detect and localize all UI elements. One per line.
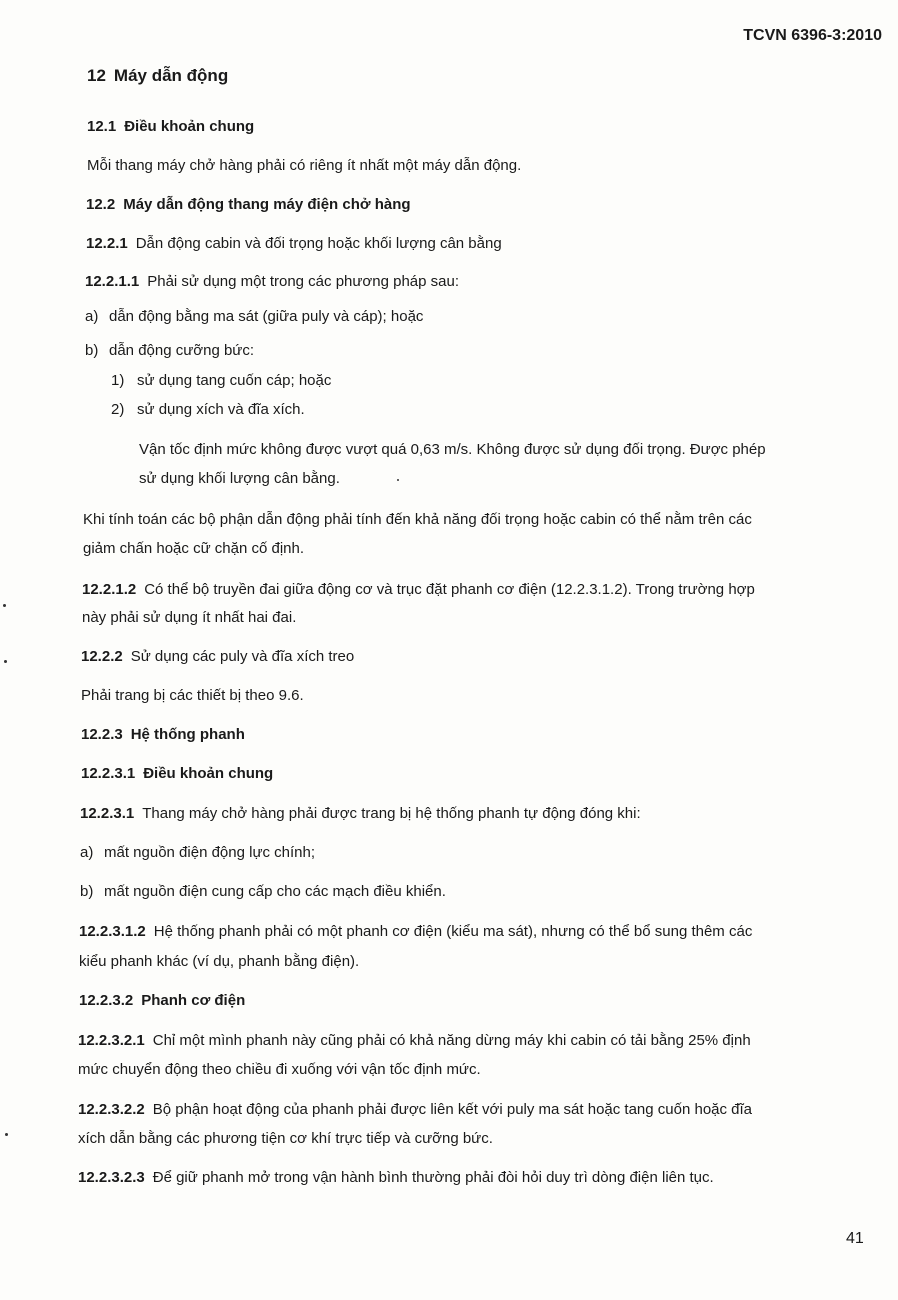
section-number: 12.2.3: [81, 726, 123, 743]
paragraph: Mỗi thang máy chở hàng phải có riêng ít nhất một máy dẫn động.: [87, 157, 522, 174]
clause-number: 12.2.1.1: [85, 273, 140, 290]
list-label: 2): [111, 401, 125, 418]
list-label: a): [80, 844, 94, 861]
clause-text: Thang máy chở hàng phải được trang bị hệ thống phanh tự động đóng khi:: [142, 805, 641, 822]
clause-number: 12.2.2: [81, 648, 123, 665]
clause-text: Để giữ phanh mở trong vận hành bình thường phải đòi hỏi duy trì dòng điện liên tục.: [152, 1169, 714, 1186]
clause-12-2-3-2-2: [78, 1100, 752, 1120]
section-title: Phanh cơ điện: [141, 992, 246, 1009]
clause-continuation: này phải sử dụng ít nhất hai đai.: [82, 609, 297, 626]
section-number: 12.1: [87, 118, 117, 135]
section-number: 12.2.3.1: [81, 765, 136, 782]
note-line-2: sử dụng khối lượng cân bằng.: [139, 470, 340, 487]
clause-text: Hệ thống phanh phải có một phanh cơ điện (kiểu ma sát), nhưng có thể bổ sung thêm các: [153, 923, 753, 940]
list-text: sử dụng tang cuốn cáp; hoặc: [137, 372, 332, 389]
clause-12-2-1-2: [82, 580, 755, 600]
scan-speck: [397, 479, 399, 481]
list-item-b-2: [111, 400, 305, 420]
clause-number: 12.2.3.2.2: [78, 1101, 145, 1118]
clause-12-2-3-2-3: [78, 1168, 714, 1188]
list-text: dẫn động cưỡng bức:: [109, 342, 255, 359]
page-number: 41: [846, 1230, 864, 1247]
paragraph-line-1: Khi tính toán các bộ phận dẫn động phải tính đến khả năng đối trọng hoặc cabin có thể nằm trên các: [83, 511, 752, 528]
clause-number: 12.2.1: [86, 235, 128, 252]
clause-text: Phải sử dụng một trong các phương pháp sau:: [147, 273, 459, 290]
clause-12-2-3-1: [80, 804, 641, 824]
section-12-2-heading: [86, 195, 411, 215]
document-code: TCVN 6396-3:2010: [743, 27, 882, 44]
clause-text: Sử dụng các puly và đĩa xích treo: [130, 648, 355, 665]
section-number: 12: [87, 66, 106, 85]
clause-number: 12.2.1.2: [82, 581, 137, 598]
clause-12-2-2: [81, 647, 354, 667]
section-title: Điều khoản chung: [124, 118, 255, 135]
section-12-1-heading: [87, 117, 254, 137]
scan-speck: [5, 1133, 8, 1136]
clause-continuation: xích dẫn bằng các phương tiện cơ khí trực tiếp và cưỡng bức.: [78, 1130, 493, 1147]
clause-12-2-1-1: [85, 272, 459, 292]
section-title: Máy dẫn động: [113, 66, 229, 85]
section-title: Điều khoản chung: [143, 765, 274, 782]
clause-number: 12.2.3.1: [80, 805, 135, 822]
list-label: b): [80, 883, 94, 900]
list-text: mất nguồn điện động lực chính;: [104, 844, 316, 861]
note-line-1: Vận tốc định mức không được vượt quá 0,63 m/s. Không được sử dụng đối trọng. Được phép: [139, 441, 766, 458]
list-item-b: [85, 341, 254, 361]
clause-text: Dẫn động cabin và đối trọng hoặc khối lượng cân bằng: [135, 235, 502, 252]
clause-12-2-3-1-2: [79, 922, 752, 942]
clause-text: Có thể bộ truyền đai giữa động cơ và trục đặt phanh cơ điện (12.2.3.1.2). Trong trường hợp: [144, 581, 755, 598]
section-number: 12.2: [86, 196, 116, 213]
list-text: dẫn động bằng ma sát (giữa puly và cáp); hoặc: [109, 308, 424, 325]
section-12-2-3-2-heading: [79, 991, 245, 1011]
list-label: a): [85, 308, 99, 325]
clause-text: Chỉ một mình phanh này cũng phải có khả năng dừng máy khi cabin có tải bằng 25% định: [152, 1032, 751, 1049]
list-label: b): [85, 342, 99, 359]
list-item-a: [85, 307, 423, 327]
section-number: 12.2.3.2: [79, 992, 134, 1009]
clause-continuation: kiểu phanh khác (ví dụ, phanh bằng điện).: [79, 953, 360, 970]
section-12-heading: [87, 66, 228, 86]
section-title: Máy dẫn động thang máy điện chở hàng: [123, 196, 411, 213]
section-12-2-3-heading: [81, 725, 245, 745]
clause-number: 12.2.3.1.2: [79, 923, 146, 940]
clause-12-2-3-2-1: [78, 1031, 751, 1051]
paragraph-line-2: giảm chấn hoặc cữ chặn cố định.: [83, 540, 305, 557]
paragraph: Phải trang bị các thiết bị theo 9.6.: [81, 687, 304, 704]
clause-text: Bộ phận hoạt động của phanh phải được liên kết với puly ma sát hoặc tang cuốn hoặc đĩa: [152, 1101, 753, 1118]
list-label: 1): [111, 372, 125, 389]
scan-speck: [3, 604, 6, 607]
section-12-2-3-1-heading: [81, 764, 273, 784]
clause-number: 12.2.3.2.3: [78, 1169, 145, 1186]
clause-number: 12.2.3.2.1: [78, 1032, 145, 1049]
section-title: Hệ thống phanh: [130, 726, 245, 743]
list-text: sử dụng xích và đĩa xích.: [137, 401, 305, 418]
list-item-a: [80, 843, 315, 863]
scan-speck: [4, 660, 7, 663]
list-item-b-1: [111, 371, 331, 391]
list-item-b: [80, 882, 446, 902]
clause-12-2-1: [86, 234, 502, 254]
list-text: mất nguồn điện cung cấp cho các mạch điều khiển.: [104, 883, 446, 900]
clause-continuation: mức chuyển động theo chiều đi xuống với vận tốc định mức.: [78, 1061, 481, 1078]
